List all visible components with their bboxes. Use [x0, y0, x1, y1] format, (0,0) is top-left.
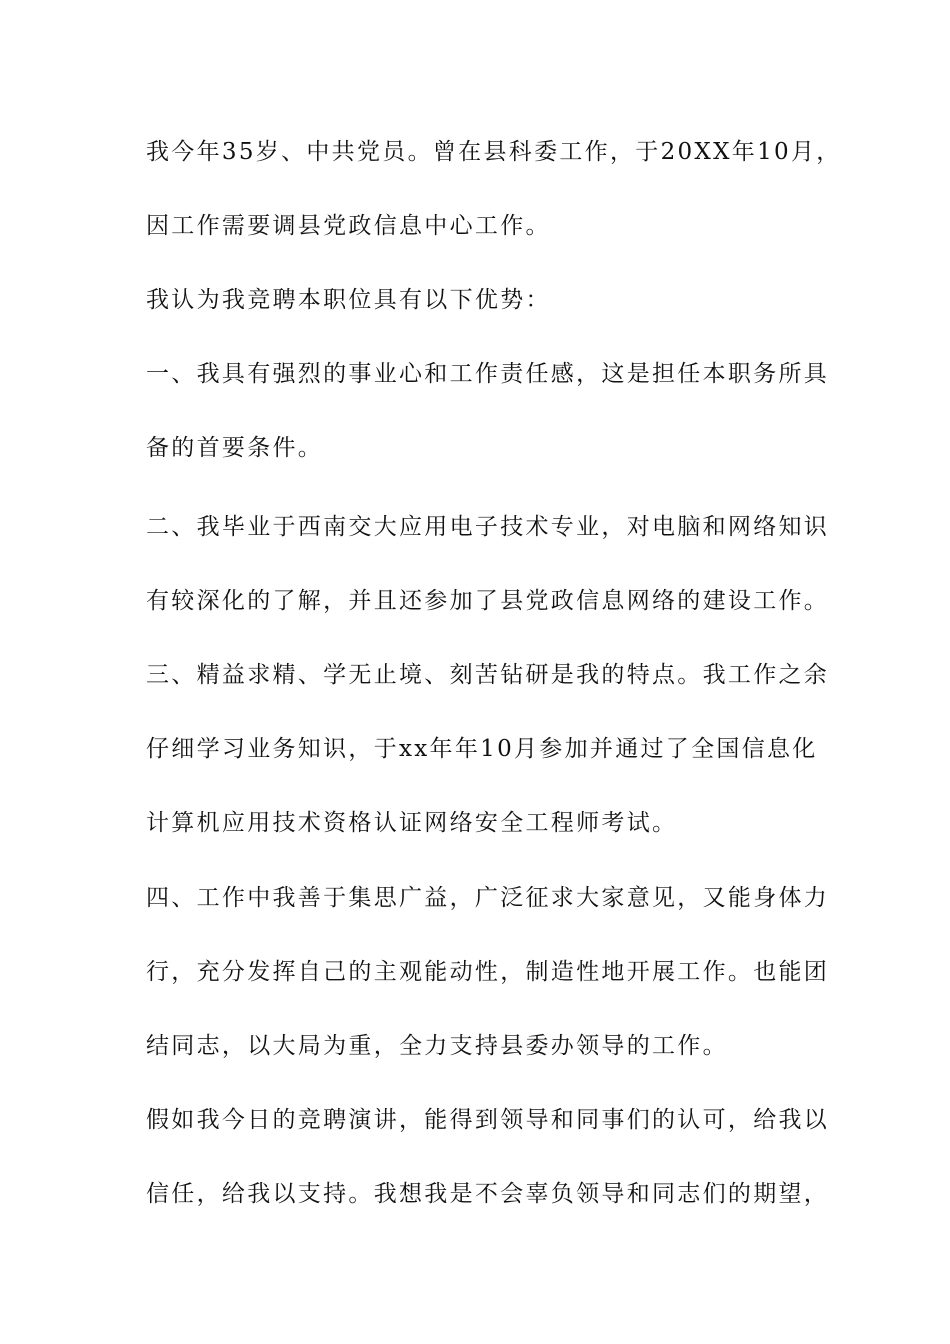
text-line: 四、工作中我善于集思广益，广泛征求大家意见，又能身体力	[146, 885, 830, 911]
text-line: 二、我毕业于西南交大应用电子技术专业，对电脑和网络知识	[146, 514, 830, 540]
text-line: 行，充分发挥自己的主观能动性，制造性地开展工作。也能团	[146, 959, 830, 985]
text-line: 仔细学习业务知识，于xx年年10月参加并通过了全国信息化	[146, 736, 818, 762]
text-line: 三、精益求精、学无止境、刻苦钻研是我的特点。我工作之余	[146, 662, 830, 688]
text-line: 我认为我竞聘本职位具有以下优势：	[146, 287, 551, 313]
text-line: 假如我今日的竞聘演讲，能得到领导和同事们的认可，给我以	[146, 1107, 830, 1133]
text-line: 我今年35岁、中共党员。曾在县科委工作，于20XX年10月，	[146, 139, 842, 165]
text-line: 备的首要条件。	[146, 435, 324, 461]
text-line: 信任，给我以支持。我想我是不会辜负领导和同志们的期望，	[146, 1181, 830, 1207]
text-line: 因工作需要调县党政信息中心工作。	[146, 213, 551, 239]
text-line: 结同志，以大局为重，全力支持县委办领导的工作。	[146, 1033, 728, 1059]
text-line: 计算机应用技术资格认证网络安全工程师考试。	[146, 810, 678, 836]
text-line: 有较深化的了解，并且还参加了县党政信息网络的建设工作。	[146, 588, 830, 614]
text-line: 一、我具有强烈的事业心和工作责任感，这是担任本职务所具	[146, 361, 830, 387]
